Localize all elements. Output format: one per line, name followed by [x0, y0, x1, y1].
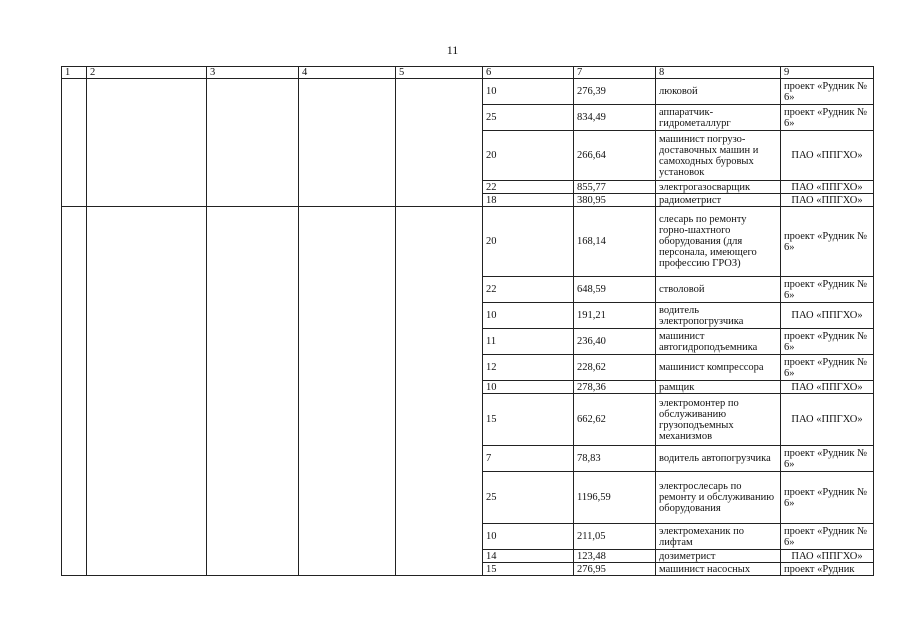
table-cell: ПАО «ППГХО»	[781, 131, 874, 181]
column-header: 3	[207, 67, 299, 79]
column-header: 2	[87, 67, 207, 79]
table-cell: электрогазосварщик	[656, 181, 781, 194]
table-cell: электрослесарь по ремонту и обслуживанию оборудования	[656, 472, 781, 524]
blank-cell	[62, 79, 87, 207]
table-cell: 276,95	[574, 563, 656, 576]
table-cell: ПАО «ППГХО»	[781, 381, 874, 394]
table-cell: электромонтер по обслуживанию грузоподъемных механизмов	[656, 394, 781, 446]
header-row	[62, 67, 874, 79]
table-cell: 12	[483, 355, 574, 381]
table-cell: 662,62	[574, 394, 656, 446]
table-cell: 211,05	[574, 524, 656, 550]
table-cell: 22	[483, 181, 574, 194]
blank-cell	[207, 79, 299, 207]
table-cell: 380,95	[574, 194, 656, 207]
table-cell: 276,39	[574, 79, 656, 105]
table-cell: 855,77	[574, 181, 656, 194]
blank-cell	[396, 207, 483, 576]
table-cell: проект «Рудник	[781, 563, 874, 576]
table-cell: машинист автогидроподъемника	[656, 329, 781, 355]
table-cell: 25	[483, 105, 574, 131]
table-row	[62, 79, 874, 105]
table-cell: ПАО «ППГХО»	[781, 394, 874, 446]
column-header: 8	[656, 67, 781, 79]
blank-cell	[87, 207, 207, 576]
table-cell: ПАО «ППГХО»	[781, 550, 874, 563]
table-cell: люковой	[656, 79, 781, 105]
blank-cell	[396, 79, 483, 207]
table-cell: машинист насосных	[656, 563, 781, 576]
table-cell: 18	[483, 194, 574, 207]
table-cell: проект «Рудник № 6»	[781, 472, 874, 524]
table-cell: ПАО «ППГХО»	[781, 194, 874, 207]
table-cell: проект «Рудник № 6»	[781, 79, 874, 105]
table-cell: 11	[483, 329, 574, 355]
table-cell: 15	[483, 563, 574, 576]
table-cell: 10	[483, 303, 574, 329]
table-cell: водитель электропогрузчика	[656, 303, 781, 329]
blank-cell	[299, 207, 396, 576]
column-header: 7	[574, 67, 656, 79]
data-table	[61, 66, 874, 576]
table-cell: аппаратчик-гидрометаллург	[656, 105, 781, 131]
table-cell: 266,64	[574, 131, 656, 181]
table-cell: проект «Рудник № 6»	[781, 329, 874, 355]
table-cell: 7	[483, 446, 574, 472]
table-cell: проект «Рудник № 6»	[781, 277, 874, 303]
blank-cell	[207, 207, 299, 576]
table-cell: 10	[483, 524, 574, 550]
table-cell: 78,83	[574, 446, 656, 472]
blank-cell	[62, 207, 87, 576]
column-header: 6	[483, 67, 574, 79]
table-cell: радиометрист	[656, 194, 781, 207]
table-cell: 15	[483, 394, 574, 446]
table-cell: машинист погрузо-доставочных машин и самоходных буровых установок	[656, 131, 781, 181]
table-cell: 648,59	[574, 277, 656, 303]
blank-cell	[87, 79, 207, 207]
column-header: 1	[62, 67, 87, 79]
table-body	[62, 79, 874, 576]
table-cell: рамщик	[656, 381, 781, 394]
table-cell: 191,21	[574, 303, 656, 329]
table-cell: проект «Рудник № 6»	[781, 355, 874, 381]
table-cell: 123,48	[574, 550, 656, 563]
table-cell: 25	[483, 472, 574, 524]
table-cell: 834,49	[574, 105, 656, 131]
blank-cell	[299, 79, 396, 207]
table-cell: проект «Рудник № 6»	[781, 524, 874, 550]
table-cell: 20	[483, 131, 574, 181]
table-cell: электромеханик по лифтам	[656, 524, 781, 550]
table-cell: 22	[483, 277, 574, 303]
table-cell: 14	[483, 550, 574, 563]
table-cell: слесарь по ремонту горно-шахтного оборудования (для персонала, имеющего профессию ГРОЗ)	[656, 207, 781, 277]
table-cell: 168,14	[574, 207, 656, 277]
table-cell: 10	[483, 381, 574, 394]
column-header: 4	[299, 67, 396, 79]
table-cell: 236,40	[574, 329, 656, 355]
table-cell: 1196,59	[574, 472, 656, 524]
column-header: 9	[781, 67, 874, 79]
table-cell: ПАО «ППГХО»	[781, 181, 874, 194]
table-cell: дозиметрист	[656, 550, 781, 563]
table-cell: проект «Рудник № 6»	[781, 207, 874, 277]
column-header: 5	[396, 67, 483, 79]
table-cell: стволовой	[656, 277, 781, 303]
table-cell: 20	[483, 207, 574, 277]
table-cell: 278,36	[574, 381, 656, 394]
table-cell: проект «Рудник № 6»	[781, 446, 874, 472]
table-cell: ПАО «ППГХО»	[781, 303, 874, 329]
page-number: 11	[446, 43, 459, 57]
table-cell: 228,62	[574, 355, 656, 381]
table-cell: водитель автопогрузчика	[656, 446, 781, 472]
table-row	[62, 207, 874, 277]
table-cell: проект «Рудник № 6»	[781, 105, 874, 131]
table-cell: 10	[483, 79, 574, 105]
table-cell: машинист компрессора	[656, 355, 781, 381]
